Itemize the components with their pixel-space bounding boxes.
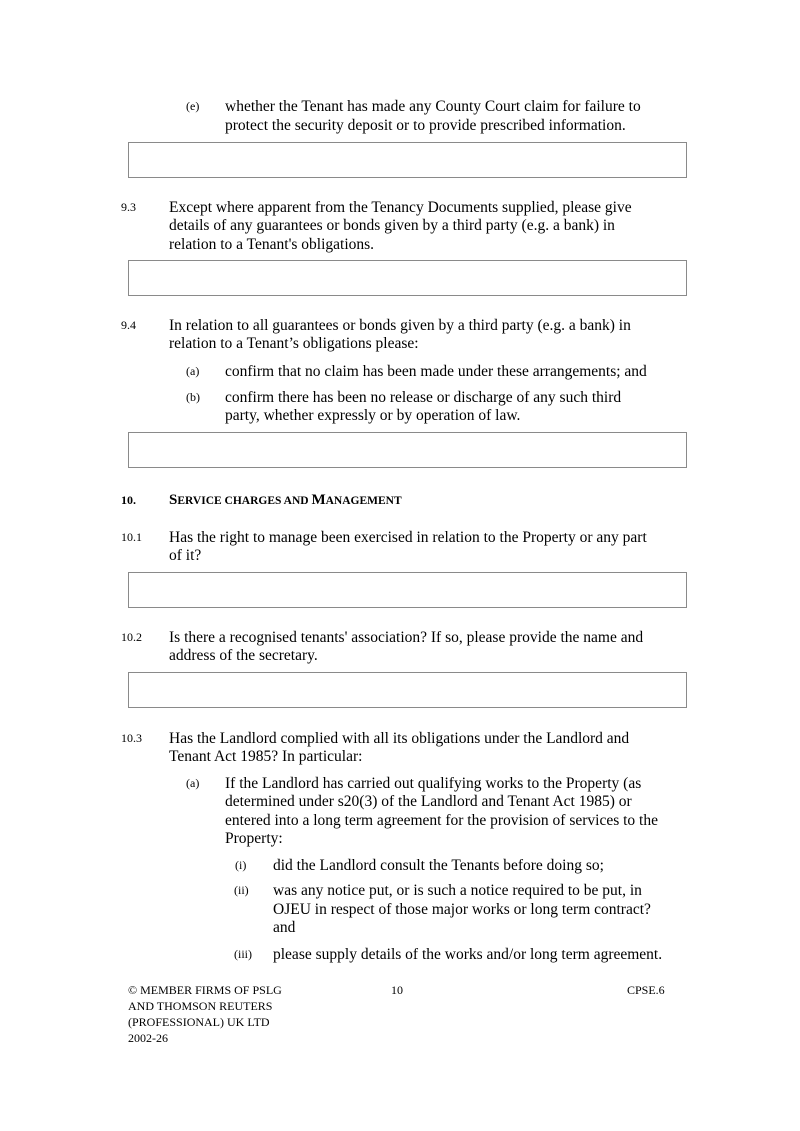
item-e-text-line2: protect the security deposit or to provide prescribed information. xyxy=(225,117,626,134)
question-9-3-line3: relation to a Tenant's obligations. xyxy=(169,236,375,253)
question-9-4-line2: relation to a Tenant’s obligations please: xyxy=(169,335,419,352)
question-9-4-b-label: (b) xyxy=(186,390,200,404)
question-9-4-a-text: confirm that no claim has been made under these arrangements; and xyxy=(225,363,647,380)
question-10-3-ii-line2: OJEU in respect of those major works or long term contract? xyxy=(273,901,651,918)
question-9-4-line1: In relation to all guarantees or bonds given by a third party (e.g. a bank) in xyxy=(169,317,631,334)
question-9-3-line2: details of any guarantees or bonds given by a third party (e.g. a bank) in xyxy=(169,217,615,234)
footer-copyright-line1: © MEMBER FIRMS OF PSLG xyxy=(128,983,282,997)
footer-copyright-line4: 2002-26 xyxy=(128,1031,168,1045)
question-9-3-line1: Except where apparent from the Tenancy Documents supplied, please give xyxy=(169,199,632,216)
question-10-3-iii-text: please supply details of the works and/or long term agreement. xyxy=(273,946,663,963)
question-10-3-a-line2: determined under s20(3) of the Landlord and Tenant Act 1985) or xyxy=(225,793,632,810)
question-10-3-number: 10.3 xyxy=(121,731,142,745)
question-10-3-line2: Tenant Act 1985? In particular: xyxy=(169,748,363,765)
answer-box-e[interactable] xyxy=(128,142,687,178)
item-e-label: (e) xyxy=(186,99,200,113)
footer-copyright-line3: (PROFESSIONAL) UK LTD xyxy=(128,1015,270,1029)
item-e-text-line1: whether the Tenant has made any County Court claim for failure to xyxy=(225,98,641,115)
section-10-title-rest1: ERVICE CHARGES AND xyxy=(177,495,312,507)
section-10-title-rest2: ANAGEMENT xyxy=(325,495,402,507)
question-10-2-line2: address of the secretary. xyxy=(169,647,318,664)
section-10-title-cap1: S xyxy=(169,492,178,508)
question-10-3-i-text: did the Landlord consult the Tenants before doing so; xyxy=(273,857,604,874)
section-10-title xyxy=(169,491,402,511)
question-9-4-b-line2: party, whether expressly or by operation of law. xyxy=(225,407,521,424)
question-9-4-number: 9.4 xyxy=(121,318,136,332)
question-10-1-number: 10.1 xyxy=(121,530,142,544)
question-10-3-a-line3: entered into a long term agreement for the provision of services to the xyxy=(225,812,658,829)
question-10-2-number: 10.2 xyxy=(121,630,142,644)
question-10-2-line1: Is there a recognised tenants' association? If so, please provide the name and xyxy=(169,629,644,646)
question-9-4-a-label: (a) xyxy=(186,364,200,378)
question-10-3-a-label: (a) xyxy=(186,776,200,790)
question-10-1-line2: of it? xyxy=(169,547,202,564)
answer-box-10-1[interactable] xyxy=(128,572,687,608)
answer-box-9-4[interactable] xyxy=(128,432,687,468)
question-10-3-iii-label: (iii) xyxy=(234,947,252,961)
question-10-3-ii-label: (ii) xyxy=(234,883,249,897)
question-10-3-a-line1: If the Landlord has carried out qualifying works to the Property (as xyxy=(225,775,642,792)
answer-box-10-2[interactable] xyxy=(128,672,687,708)
section-10-number: 10. xyxy=(121,493,136,507)
question-10-3-i-label: (i) xyxy=(235,858,247,872)
question-10-3-a-line4: Property: xyxy=(225,830,283,847)
question-10-3-ii-line3: and xyxy=(273,919,296,936)
footer-copyright xyxy=(128,982,282,1046)
footer-doc-code: CPSE.6 xyxy=(627,983,665,997)
question-10-3-line1: Has the Landlord complied with all its obligations under the Landlord and xyxy=(169,730,630,747)
footer-copyright-line2: AND THOMSON REUTERS xyxy=(128,999,273,1013)
question-9-4-b-line1: confirm there has been no release or discharge of any such third xyxy=(225,389,622,406)
answer-box-9-3[interactable] xyxy=(128,260,687,296)
footer-page-number: 10 xyxy=(391,983,403,997)
section-10-title-cap2: M xyxy=(311,492,326,508)
question-9-3-number: 9.3 xyxy=(121,200,136,214)
question-10-1-line1: Has the right to manage been exercised in relation to the Property or any part xyxy=(169,529,647,546)
question-10-3-ii-line1: was any notice put, or is such a notice required to be put, in xyxy=(273,882,642,899)
